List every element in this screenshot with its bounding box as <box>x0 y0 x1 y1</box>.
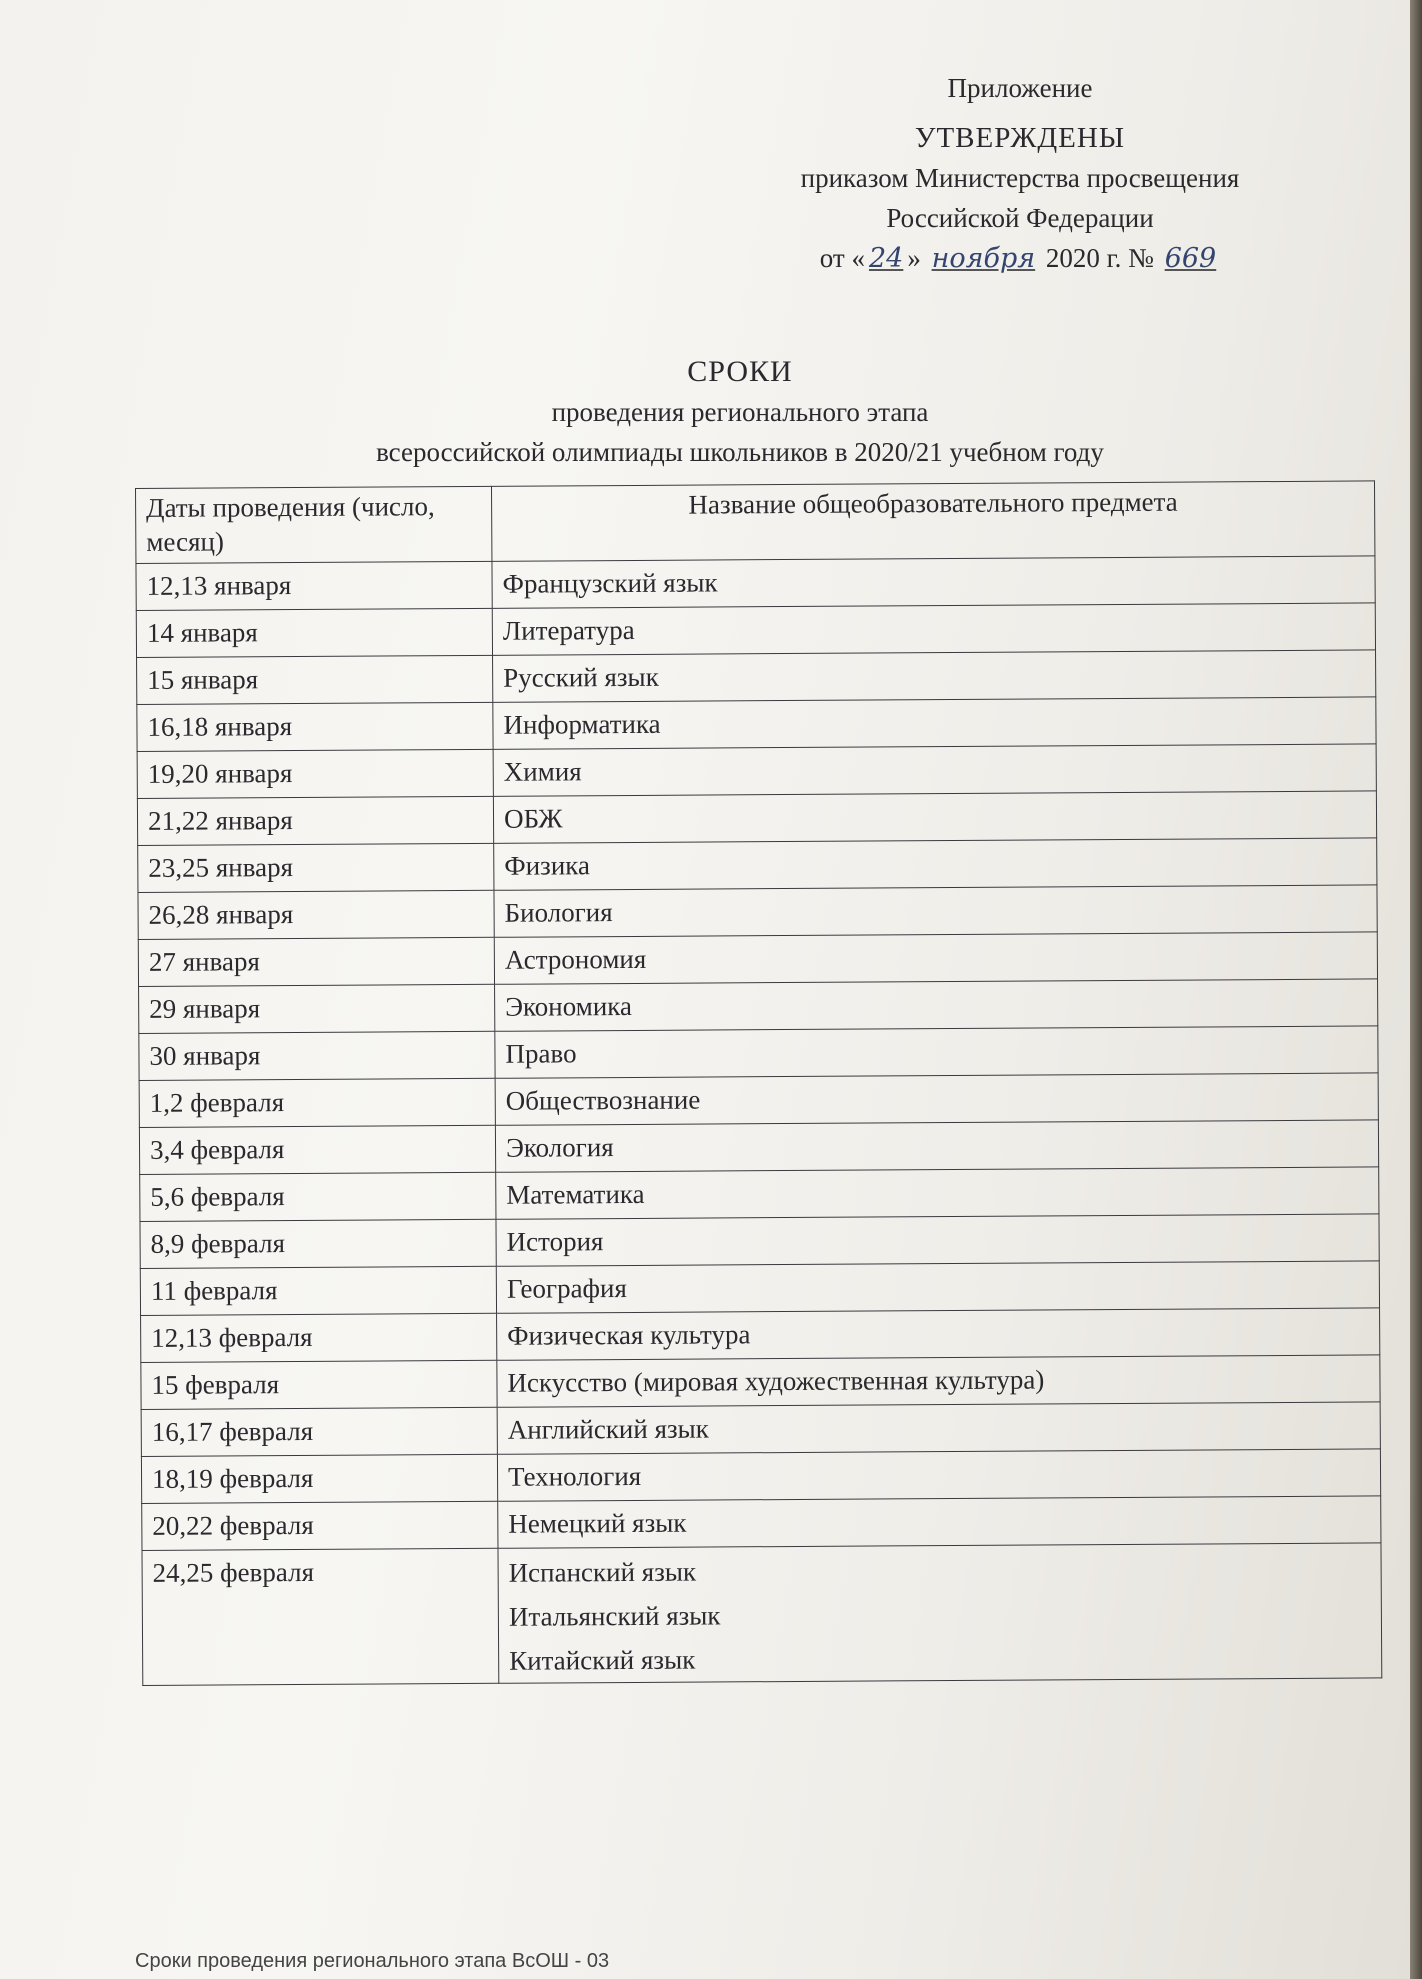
table-row <box>136 556 1375 611</box>
subject-cell: Право <box>495 1026 1378 1078</box>
table-row <box>139 1026 1378 1081</box>
table-row <box>138 838 1377 893</box>
subject-cell: Экология <box>495 1120 1378 1172</box>
subject-cell: Биология <box>494 885 1377 937</box>
approved-label: УТВЕРЖДЕНЫ <box>914 122 1126 154</box>
date-cell: 11 февраля <box>140 1266 496 1315</box>
document-title <box>260 352 1220 472</box>
subject-cell: ОБЖ <box>493 791 1376 843</box>
table-row <box>137 650 1376 705</box>
subject-cell: Физика <box>494 838 1377 890</box>
subject-cell: Русский язык <box>493 650 1376 702</box>
subject-cell: Математика <box>496 1167 1379 1219</box>
table-row <box>141 1355 1380 1410</box>
date-cell: 5,6 февраля <box>140 1172 496 1221</box>
subject-cell: Физическая культура <box>497 1308 1380 1360</box>
approval-header <box>740 68 1300 279</box>
table-row <box>141 1402 1380 1457</box>
date-cell: 3,4 февраля <box>139 1125 495 1174</box>
date-cell: 8,9 февраля <box>140 1219 496 1268</box>
subject-cell: Искусство (мировая художественная культура) <box>497 1355 1380 1407</box>
table-row <box>137 791 1376 846</box>
subject-cell: История <box>496 1214 1379 1266</box>
table-row <box>140 1261 1379 1316</box>
table-header-row <box>136 481 1375 564</box>
table-row <box>138 932 1377 987</box>
order-month-handwritten: ноября <box>931 243 1036 274</box>
table-row <box>141 1308 1380 1363</box>
table-row <box>141 1449 1380 1504</box>
date-cell: 27 января <box>138 937 494 986</box>
table-row <box>137 744 1376 799</box>
date-cell: 18,19 февраля <box>141 1454 497 1503</box>
appendix-label: Приложение <box>947 73 1093 103</box>
date-cell: 23,25 января <box>138 843 494 892</box>
date-cell: 16,18 января <box>137 702 493 751</box>
subject-column-header: Название общеобразовательного предмета <box>491 481 1374 561</box>
subject-item: Испанский язык <box>508 1556 697 1588</box>
table-row <box>139 1120 1378 1175</box>
subject-cell: Французский язык <box>492 556 1375 608</box>
order-number-handwritten: 669 <box>1164 243 1217 274</box>
title-main: СРОКИ <box>687 355 793 388</box>
subject-cell: Астрономия <box>494 932 1377 984</box>
order-date-line <box>740 238 1300 279</box>
background-edge <box>1410 0 1422 1979</box>
order-prefix: от « <box>819 243 865 273</box>
date-cell: 1,2 февраля <box>139 1078 495 1127</box>
date-cell: 14 января <box>136 608 492 657</box>
table-row <box>139 1073 1378 1128</box>
title-line-1: проведения регионального этапа <box>551 397 929 427</box>
date-cell: 12,13 февраля <box>141 1313 497 1362</box>
subject-cell: Информатика <box>493 697 1376 749</box>
order-year: 2020 г. № <box>1045 243 1154 273</box>
table-row <box>140 1167 1379 1222</box>
subject-cell: Немецкий язык <box>498 1496 1381 1548</box>
order-mid: » <box>907 243 921 273</box>
subject-cell: Английский язык <box>497 1402 1380 1454</box>
subject-cell: Технология <box>497 1449 1380 1501</box>
date-cell: 19,20 января <box>137 749 493 798</box>
order-day-handwritten: 24 <box>868 243 904 274</box>
date-cell: 15 февраля <box>141 1360 497 1409</box>
table-row <box>140 1214 1379 1269</box>
subject-cell: Химия <box>493 744 1376 796</box>
table-row <box>136 603 1375 658</box>
subject-cell: География <box>496 1261 1379 1313</box>
page-footer: Сроки проведения регионального этапа ВсОШ - 03 <box>135 1950 610 1972</box>
subject-item: Китайский язык <box>509 1644 696 1676</box>
date-cell: 16,17 февраля <box>141 1407 497 1456</box>
order-line-1: приказом Министерства просвещения <box>800 163 1240 193</box>
date-cell: 26,28 января <box>138 890 494 939</box>
subject-cell: Обществознание <box>495 1073 1378 1125</box>
date-cell: 21,22 января <box>137 796 493 845</box>
subject-cell-multi <box>498 1543 1382 1683</box>
date-cell: 20,22 февраля <box>142 1501 498 1550</box>
table-row <box>137 697 1376 752</box>
schedule-body <box>136 556 1382 1686</box>
subject-item: Итальянский язык <box>508 1600 721 1632</box>
order-line-2: Российской Федерации <box>886 203 1154 233</box>
date-cell: 24,25 февраля <box>142 1548 499 1685</box>
date-column-header: Даты проведения (число, месяц) <box>136 486 492 563</box>
title-line-2: всероссийской олимпиады школьников в 2020/21 учебном году <box>376 437 1104 467</box>
table-row <box>138 885 1377 940</box>
schedule-table <box>135 480 1382 1686</box>
table-row <box>139 979 1378 1034</box>
date-cell: 12,13 января <box>136 561 492 610</box>
subject-cell: Литература <box>492 603 1375 655</box>
date-cell: 15 января <box>137 655 493 704</box>
table-row <box>142 1496 1381 1551</box>
table-row-last <box>142 1543 1382 1686</box>
date-cell: 29 января <box>139 984 495 1033</box>
subject-cell: Экономика <box>495 979 1378 1031</box>
date-cell: 30 января <box>139 1031 495 1080</box>
